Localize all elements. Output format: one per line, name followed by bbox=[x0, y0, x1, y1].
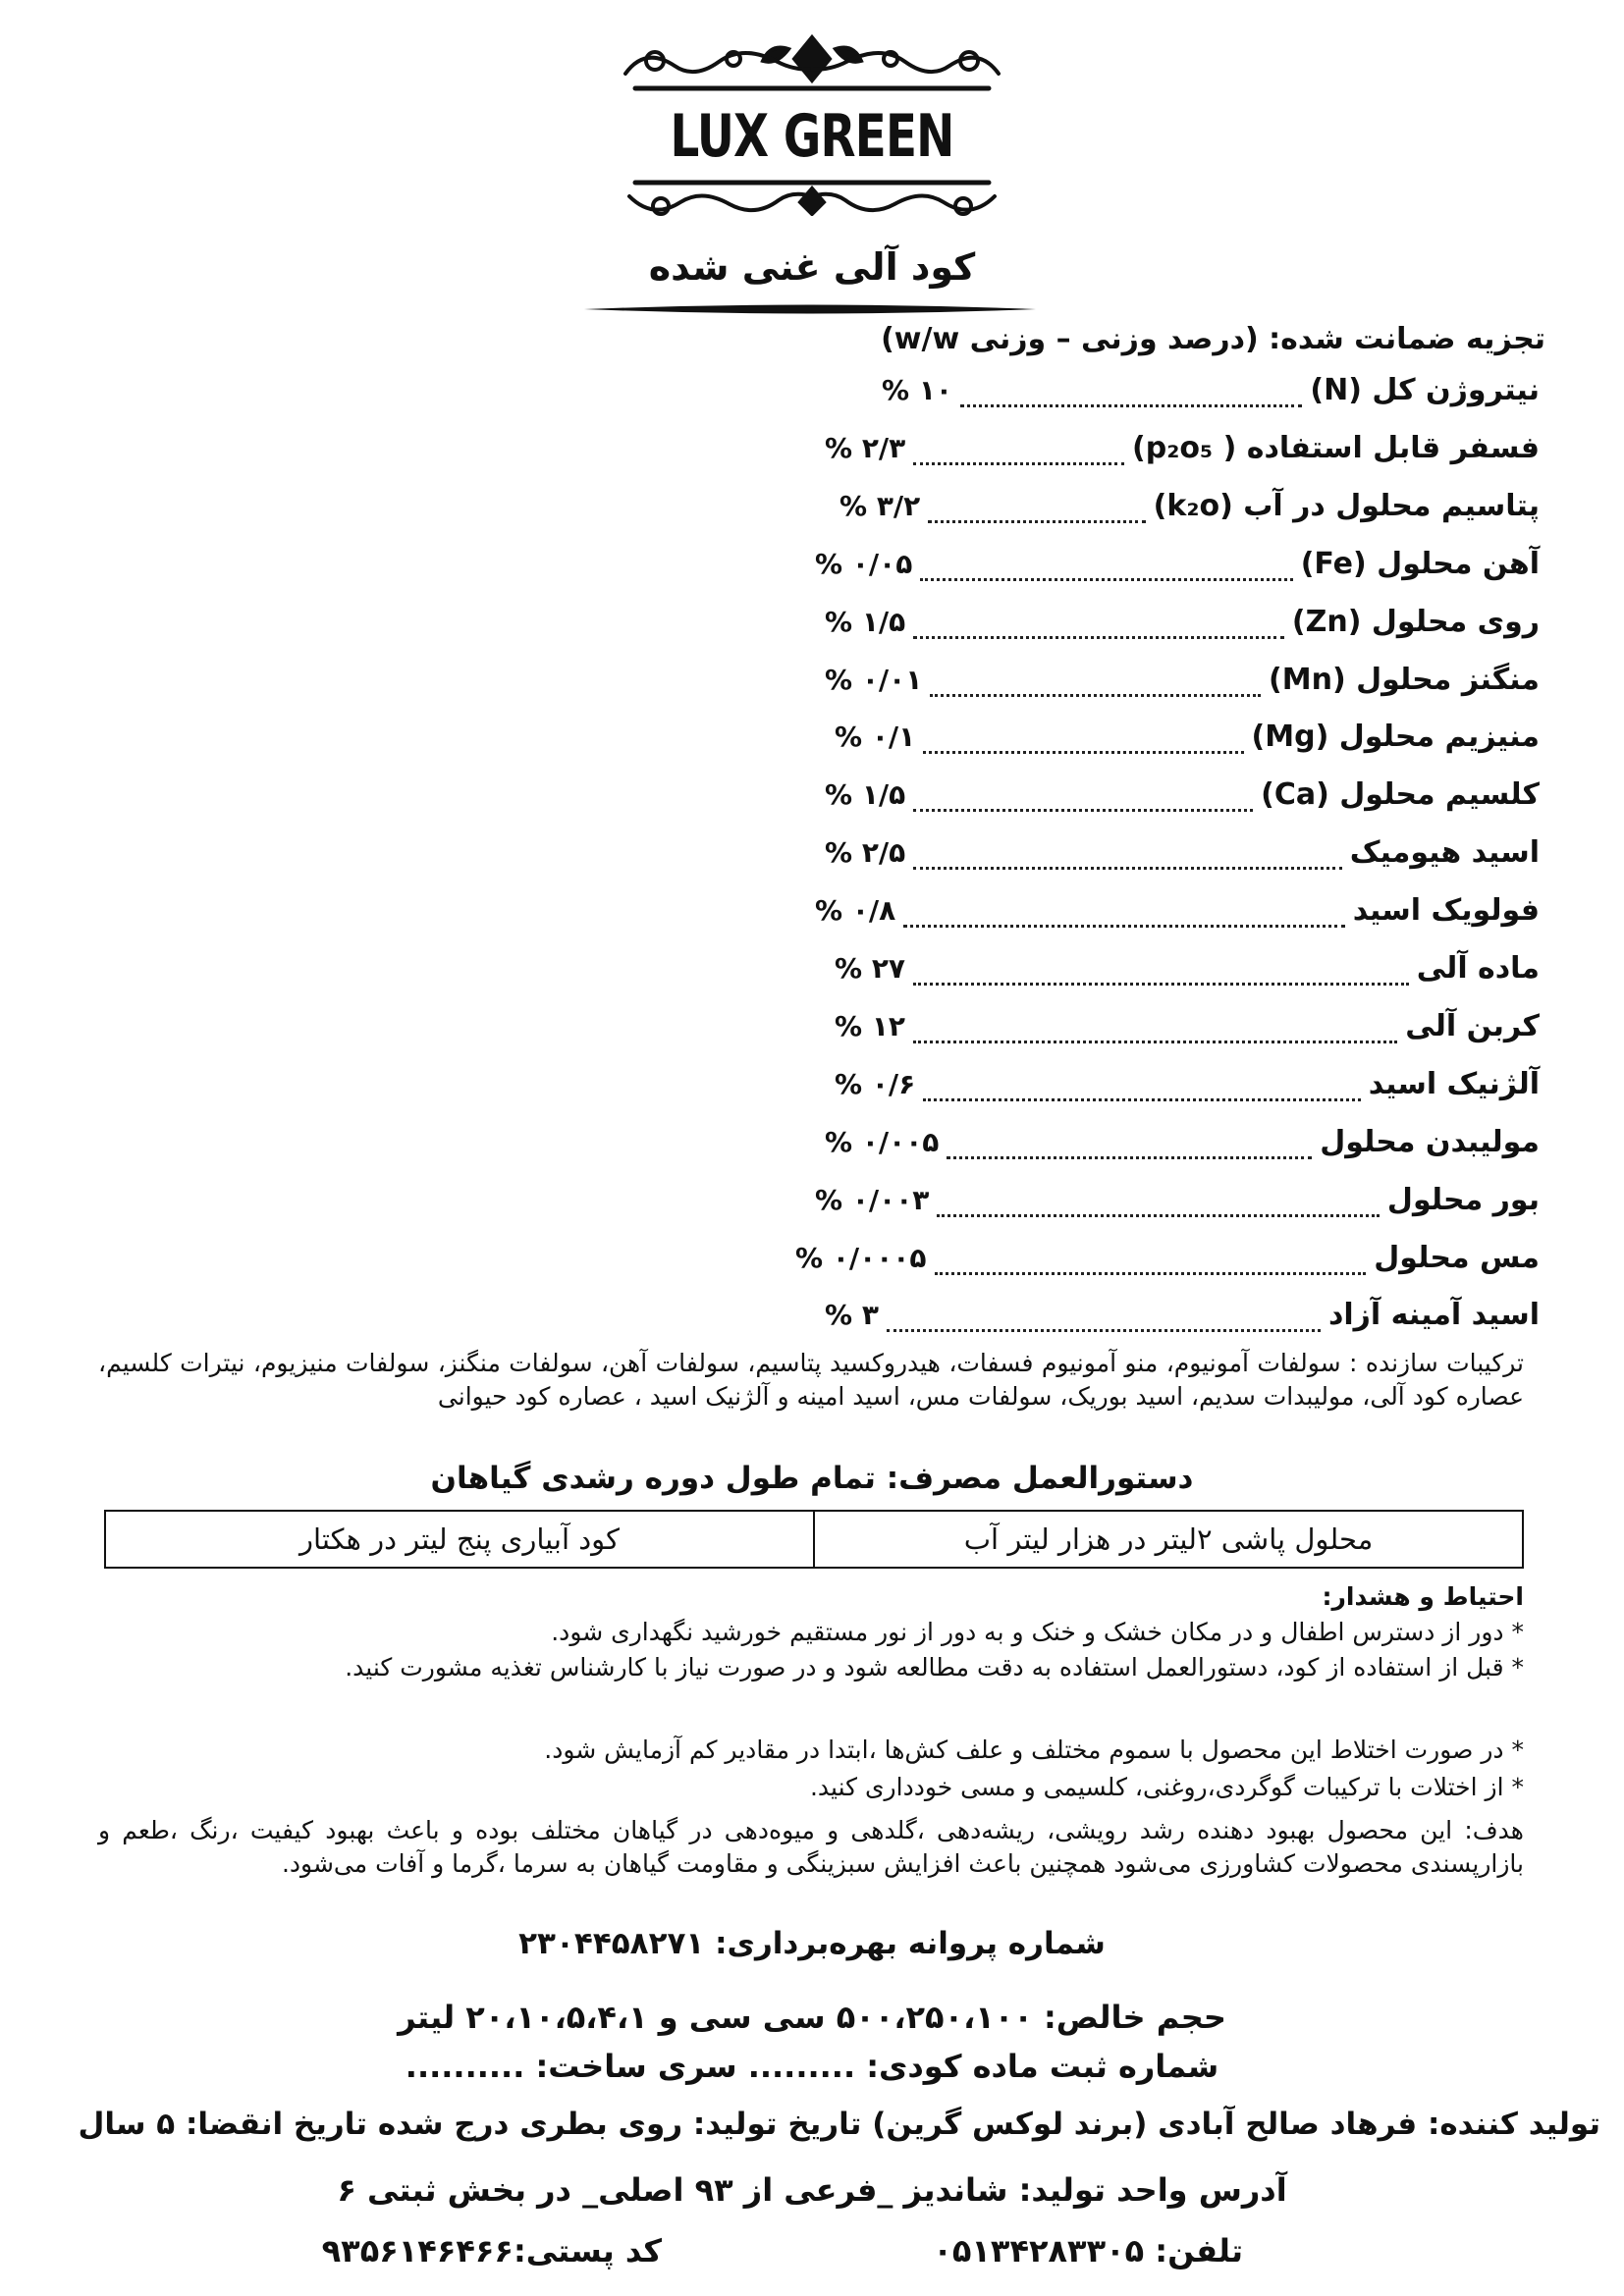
analysis-label: منگنز محلول (Mn) bbox=[1269, 663, 1540, 697]
brand-logo bbox=[616, 20, 1008, 216]
registration-number: شماره ثبت ماده کودی: ......... سری ساخت: .......... bbox=[405, 2048, 1219, 2085]
analysis-value: ۰/۸ % bbox=[815, 894, 896, 927]
analysis-label: فولویک اسید bbox=[1352, 893, 1540, 928]
analysis-label: اسید هیومیک bbox=[1349, 835, 1540, 870]
leader-dots bbox=[937, 1193, 1380, 1217]
analysis-row bbox=[825, 431, 1540, 474]
analysis-row bbox=[835, 720, 1540, 763]
analysis-row bbox=[835, 1067, 1540, 1110]
analysis-label: بور محلول bbox=[1386, 1183, 1540, 1217]
leader-dots bbox=[913, 787, 1253, 812]
analysis-value: ۱۰ % bbox=[882, 374, 952, 406]
warning-item: * دور از دسترس اطفال و در مکان خشک و خنک و به دور از نور مستقیم خورشید نگهداری شود. bbox=[551, 1618, 1524, 1646]
analysis-row bbox=[825, 605, 1540, 648]
leader-dots bbox=[913, 1019, 1397, 1043]
analysis-value: ۱/۵ % bbox=[825, 778, 906, 811]
analysis-row bbox=[815, 1183, 1540, 1226]
analysis-label: آهن محلول (Fe) bbox=[1300, 547, 1540, 581]
leader-dots bbox=[913, 845, 1342, 870]
leader-dots bbox=[930, 672, 1261, 697]
analysis-label: کربن آلی bbox=[1405, 1009, 1540, 1043]
leader-dots bbox=[913, 961, 1409, 986]
net-volume: حجم خالص: ۵۰۰،۲۵۰،۱۰۰ سی سی و ۲۰،۱۰،۵،۴،۱ لیتر bbox=[398, 1999, 1226, 2036]
analysis-row bbox=[835, 1009, 1540, 1052]
analysis-value: ۱۲ % bbox=[835, 1010, 905, 1042]
analysis-label: ماده آلی bbox=[1416, 951, 1540, 986]
analysis-label: آلژنیک اسید bbox=[1368, 1067, 1540, 1101]
leader-dots bbox=[923, 1077, 1361, 1101]
leader-dots bbox=[920, 557, 1292, 581]
analysis-value: ۲۷ % bbox=[835, 952, 905, 985]
phone-number: تلفن: ۰۵۱۳۴۲۸۳۳۰۵ bbox=[933, 2232, 1243, 2269]
warning-item: * قبل از استفاده از کود، دستورالعمل استفاده به دقت مطالعه شود و در صورت نیاز با کارشناس تغذیه مشورت کنید. bbox=[345, 1653, 1524, 1682]
analysis-label: مس محلول bbox=[1374, 1241, 1540, 1275]
goal-text: هدف: این محصول بهبود دهنده رشد رویشی، ریشه‌دهی ،گلدهی و میوه‌دهی در گیاهان مختلف بوده و باعث بهبود کیفیت ،رنگ ،طعم و بازارپسندی محصولات کشاورزی می‌شود همچنین باعث افزایش سبزینگی و مقاومت گیاهان به سرما ،گرما و آفات می‌شود. bbox=[98, 1816, 1524, 1878]
analysis-label: فسفر قابل استفاده ( p₂o₅) bbox=[1132, 431, 1540, 465]
analysis-label: مولیبدن محلول bbox=[1320, 1125, 1540, 1159]
leader-dots bbox=[928, 499, 1145, 523]
analysis-row bbox=[815, 547, 1540, 590]
analysis-value: ۲/۳ % bbox=[825, 432, 906, 464]
analysis-label: روی محلول (Zn) bbox=[1291, 605, 1540, 639]
analysis-row bbox=[825, 1298, 1540, 1341]
leader-dots bbox=[947, 1135, 1312, 1159]
usage-foliar-cell: محلول پاشی ۲لیتر در هزار لیتر آب bbox=[963, 1522, 1374, 1556]
logo-text: LUX GREEN bbox=[670, 102, 954, 171]
analysis-row bbox=[825, 1125, 1540, 1168]
license-number: شماره پروانه بهره‌برداری: ۲۳۰۴۴۵۸۲۷۱ bbox=[518, 1926, 1106, 1961]
analysis-label: کلسیم محلول (Ca) bbox=[1261, 777, 1540, 812]
analysis-row bbox=[825, 835, 1540, 879]
leader-dots bbox=[913, 441, 1124, 465]
analysis-value: ۱/۵ % bbox=[825, 606, 906, 638]
analysis-row bbox=[835, 951, 1540, 994]
analysis-label: نیتروژن کل (N) bbox=[1310, 373, 1540, 407]
postal-code: کد پستی:۹۳۵۶۱۴۶۴۶۶ bbox=[321, 2232, 662, 2269]
analysis-value: ۰/۰۰۵ % bbox=[825, 1126, 940, 1158]
usage-irrigation-cell: کود آبیاری پنج لیتر در هکتار bbox=[106, 1512, 815, 1567]
leader-dots bbox=[960, 383, 1302, 407]
analysis-label: پتاسیم محلول در آب (k₂o) bbox=[1153, 489, 1540, 523]
leader-dots bbox=[923, 729, 1243, 754]
analysis-value: ۰/۶ % bbox=[835, 1068, 916, 1100]
analysis-row bbox=[815, 893, 1540, 936]
analysis-value: ۰/۰۵ % bbox=[815, 548, 913, 580]
analysis-row bbox=[839, 489, 1540, 532]
analysis-value: ۳/۲ % bbox=[839, 490, 921, 522]
leader-dots bbox=[935, 1251, 1367, 1275]
analysis-row bbox=[795, 1241, 1540, 1284]
usage-heading: دستورالعمل مصرف: تمام طول دوره رشدی گیاهان bbox=[430, 1461, 1194, 1496]
warning-item: * از اختلات با ترکیبات گوگردی،روغنی، کلسیمی و مسی خودداری کنید. bbox=[809, 1773, 1524, 1801]
warning-item: * در صورت اختلاط این محصول با سموم مختلف و علف کش‌ها ،ابتدا در مقادیر کم آزمایش شود. bbox=[544, 1735, 1524, 1764]
analysis-label: منیزیم محلول (Mg) bbox=[1251, 720, 1540, 754]
leader-dots bbox=[913, 614, 1284, 639]
analysis-row bbox=[825, 663, 1540, 706]
leader-dots bbox=[903, 903, 1344, 928]
analysis-value: ۰/۱ % bbox=[835, 721, 916, 753]
analysis-value: ۰/۰۰۰۵ % bbox=[795, 1242, 927, 1274]
ingredients-text: ترکیبات سازنده : سولفات آمونیوم، منو آمونیوم فسفات، هیدروکسید پتاسیم، سولفات آهن، سولفات منگنز، سولفات منیزیوم، نیترات کلسیم، عصاره کود آلی، مولیبدات سدیم، اسید بوریک، سولفات مس، اسید امینه و آلژنیک اسید ، عصاره کود حیوانی bbox=[98, 1349, 1524, 1411]
title-divider bbox=[584, 302, 1036, 316]
production-address: آدرس واحد تولید: شاندیز _فرعی از ۹۳ اصلی_ در بخش ثبتی ۶ bbox=[337, 2171, 1287, 2209]
analysis-value: ۰/۰۱ % bbox=[825, 664, 923, 696]
analysis-row bbox=[882, 373, 1540, 416]
analysis-value: ۰/۰۰۳ % bbox=[815, 1184, 930, 1216]
analysis-heading: تجزیه ضمانت شده: (درصد وزنی – وزنی w/w) bbox=[881, 322, 1545, 356]
analysis-value: ۳ % bbox=[825, 1299, 879, 1331]
page-title: کود آلی غنی شده bbox=[648, 245, 976, 289]
analysis-label: اسید آمینه آزاد bbox=[1327, 1298, 1540, 1332]
warnings-heading: احتیاط و هشدار: bbox=[1322, 1582, 1524, 1611]
analysis-row bbox=[825, 777, 1540, 821]
analysis-value: ۲/۵ % bbox=[825, 836, 906, 869]
producer-info: تولید کننده: فرهاد صالح آبادی (برند لوکس گرین) تاریخ تولید: روی بطری درج شده تاریخ انقضا: ۵ سال bbox=[78, 2107, 1600, 2142]
leader-dots bbox=[887, 1308, 1321, 1332]
usage-table bbox=[104, 1510, 1524, 1569]
